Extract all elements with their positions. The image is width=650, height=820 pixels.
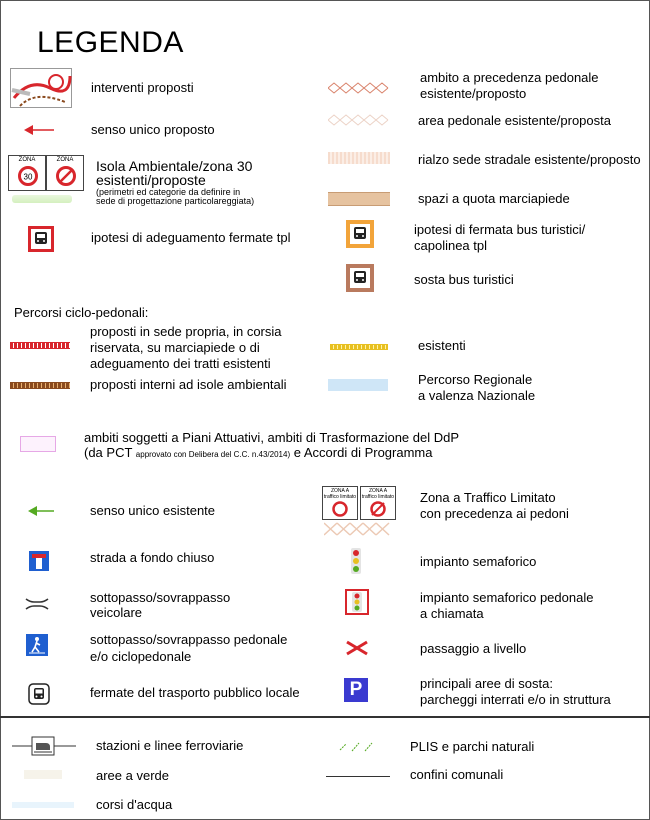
rialzo-swatch xyxy=(328,152,390,164)
plis-hatch-swatch xyxy=(336,738,378,754)
ciclo-heading: Percorsi ciclo-pedonali: xyxy=(14,305,149,320)
sosta-bus-label: sosta bus turistici xyxy=(414,272,514,287)
bus-stop-orange-icon xyxy=(346,220,374,248)
corsi-acqua-swatch xyxy=(12,802,74,808)
sottopasso-veicolare-line1: sottopasso/sovrappasso xyxy=(90,590,231,605)
fermate-tpl-label: ipotesi di adeguamento fermate tpl xyxy=(91,230,291,245)
railway-station-icon xyxy=(12,736,76,756)
aree-verde-label: aree a verde xyxy=(96,768,169,783)
ambito-pedonale-line2: esistente/proposto xyxy=(420,86,527,101)
percorso-regionale-line1: Percorso Regionale xyxy=(418,372,533,387)
confini-line-swatch xyxy=(326,776,390,777)
parcheggi-line1: principali aree di sosta: xyxy=(420,676,553,691)
green-arrow-left-icon xyxy=(28,505,54,517)
ciclo-esistenti-label: esistenti xyxy=(418,338,466,353)
ciclo-interni-swatch xyxy=(10,382,70,389)
percorso-regionale-line2: a valenza Nazionale xyxy=(418,388,536,403)
ciclo-interni-label: proposti interni ad isole ambientali xyxy=(90,377,287,392)
semaforo-label: impianto semaforico xyxy=(420,554,537,569)
ztl-end-sign: ZONA A traffico limitato xyxy=(360,486,396,520)
bus-parking-brown-icon xyxy=(346,264,374,292)
dead-end-road-icon xyxy=(29,551,49,571)
ciclo-proposti-swatch xyxy=(10,342,70,349)
isola-title-line1: Isola Ambientale/zona 30 xyxy=(96,158,253,174)
isola-title-line2: esistenti/proposte xyxy=(96,172,206,188)
legend-separator xyxy=(0,716,650,718)
ciclo-proposti-line3: adeguamento dei tratti esistenti xyxy=(90,356,271,371)
svg-text:30: 30 xyxy=(23,172,33,182)
stazioni-label: stazioni e linee ferroviarie xyxy=(96,738,244,753)
fondo-chiuso-label: strada a fondo chiuso xyxy=(90,550,215,565)
level-crossing-icon xyxy=(345,640,369,656)
piani-line1: ambiti soggetti a Piani Attuativi, ambiti di Trasformazione del DdP xyxy=(84,430,460,445)
confini-label: confini comunali xyxy=(410,767,504,782)
parcheggi-line2: parcheggi interrati e/o in struttura xyxy=(420,692,611,707)
interventi-proposti-icon xyxy=(10,68,72,108)
fermata-bus-line1: ipotesi di fermata bus turistici/ xyxy=(414,222,586,237)
semaforo-pedonale-line1: impianto semaforico pedonale xyxy=(420,590,594,605)
corsi-acqua-label: corsi d'acqua xyxy=(96,797,173,812)
red-arrow-left-icon xyxy=(24,124,54,136)
semaforo-pedonale-line2: a chiamata xyxy=(420,606,484,621)
pedestrian-underpass-icon xyxy=(26,634,48,656)
ztl-sign: ZONA A traffico limitato xyxy=(322,486,358,520)
ztl-line1: Zona a Traffico Limitato xyxy=(420,490,556,505)
sottopasso-pedonale-line1: sottopasso/sovrappasso pedonale xyxy=(90,632,288,647)
rialzo-label: rialzo sede stradale esistente/proposto xyxy=(418,152,641,167)
senso-unico-esistente-label: senso unico esistente xyxy=(90,503,216,518)
ambito-pedonale-swatch xyxy=(328,82,390,94)
ciclo-proposti-line1: proposti in sede propria, in corsia xyxy=(90,324,282,339)
speed-limit-end-icon xyxy=(56,166,76,186)
traffic-light-icon xyxy=(349,548,363,574)
ztl-line2: con precedenza ai pedoni xyxy=(420,506,569,521)
zona30-end-sign: ZONA xyxy=(46,155,84,191)
ztl-pattern-swatch xyxy=(324,522,392,536)
fermata-bus-line2: capolinea tpl xyxy=(414,238,487,253)
vehicle-overpass-icon xyxy=(24,597,50,611)
ciclo-proposti-line2: riservata, su marciapiede o di xyxy=(90,340,260,355)
passaggio-livello-label: passaggio a livello xyxy=(420,641,527,656)
zona30-sign: ZONA 30 xyxy=(8,155,46,191)
interventi-proposti-label: interventi proposti xyxy=(91,80,194,95)
local-bus-stop-icon xyxy=(28,683,50,705)
aree-verde-swatch xyxy=(24,770,62,779)
senso-unico-proposto-label: senso unico proposto xyxy=(91,122,215,137)
sottopasso-veicolare-line2: veicolare xyxy=(90,605,143,620)
sottopasso-pedonale-line2: e/o ciclopedonale xyxy=(90,649,192,664)
bus-stop-red-icon xyxy=(28,226,54,252)
isola-note-line1: (perimetri ed categorie da definire in xyxy=(96,187,241,197)
legend-title: LEGENDA xyxy=(37,26,184,59)
plis-label: PLIS e parchi naturali xyxy=(410,739,535,754)
trasporto-pubblico-label: fermate del trasporto pubblico locale xyxy=(90,685,300,700)
ciclo-esistenti-swatch xyxy=(330,344,388,350)
ambito-pedonale-line1: ambito a precedenza pedonale xyxy=(420,70,599,85)
area-pedonale-label: area pedonale esistente/proposta xyxy=(418,113,611,128)
spazi-quota-label: spazi a quota marciapiede xyxy=(418,191,570,206)
no-traffic-end-icon xyxy=(370,501,386,517)
no-traffic-icon xyxy=(332,501,348,517)
piani-line2-delibera: approvato con Delibera del C.C. n.43/2014) xyxy=(135,450,291,459)
piani-attuativi-swatch xyxy=(20,436,56,452)
percorso-regionale-swatch xyxy=(328,379,388,391)
piani-line2-part1: (da PCT xyxy=(84,445,133,460)
area-pedonale-swatch xyxy=(328,114,390,126)
isola-green-swatch xyxy=(12,195,72,203)
pedestrian-traffic-light-icon xyxy=(345,589,369,615)
speed-limit-30-icon xyxy=(18,166,38,186)
isola-note-line2: sede di progettazione particolareggiata) xyxy=(96,196,255,206)
parking-icon: P xyxy=(344,678,368,702)
piani-line2-part3: e Accordi di Programma xyxy=(293,445,433,460)
piani-line2 xyxy=(84,445,432,463)
spazi-quota-swatch xyxy=(328,192,390,206)
